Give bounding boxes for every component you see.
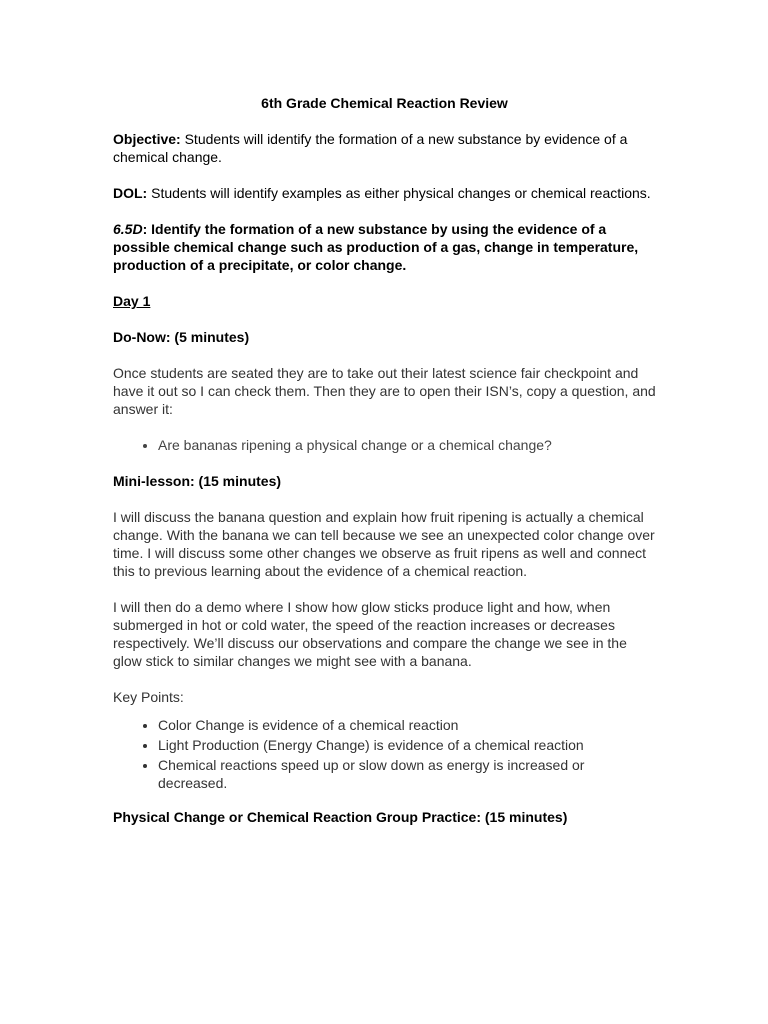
objective-label: Objective: xyxy=(113,131,181,147)
key-points-label: Key Points: xyxy=(113,689,184,705)
list-item: • Color Change is evidence of a chemical reaction xyxy=(158,716,656,734)
document-title: 6th Grade Chemical Reaction Review xyxy=(261,95,508,111)
day-heading: Day 1 xyxy=(113,293,151,309)
dol-text: Students will identify examples as either physical changes or chemical reactions. xyxy=(147,185,651,201)
key-points-list xyxy=(113,716,656,792)
objective-paragraph xyxy=(113,130,656,166)
standard-paragraph xyxy=(113,220,656,274)
mini-lesson-heading: Mini-lesson: (15 minutes) xyxy=(113,473,282,489)
mini-lesson-paragraph-2: I will then do a demo where I show how glow sticks produce light and how, when submerged in hot or cold water, the speed of the reaction increases or decreases respectively. We’ll discuss our observations and compare the change we see in the glow stick to similar changes we might see with a banana. xyxy=(113,599,627,669)
group-practice-heading: Physical Change or Chemical Reaction Group Practice: (15 minutes) xyxy=(113,809,568,825)
list-item: • Chemical reactions speed up or slow down as energy is increased or decreased. xyxy=(158,756,656,792)
list-item: • Light Production (Energy Change) is evidence of a chemical reaction xyxy=(158,736,656,754)
mini-lesson-paragraph-1: I will discuss the banana question and explain how fruit ripening is actually a chemical change. With the banana we can tell because we see an unexpected color change over time. I will discuss some other changes we observe as fruit ripens as well and connect this to previous learning about the evidence of a chemical reaction. xyxy=(113,509,655,579)
list-item: • Are bananas ripening a physical change or a chemical change? xyxy=(158,436,656,454)
standard-text: : Identify the formation of a new substance by using the evidence of a possible chemical change such as production of a gas, change in temperature, production of a precipitate, or color change. xyxy=(113,221,639,273)
do-now-text: Once students are seated they are to take out their latest science fair checkpoint and have it out so I can check them. Then they are to open their ISN’s, copy a question, and answer it: xyxy=(113,365,656,417)
dol-label: DOL: xyxy=(113,185,148,201)
dol-paragraph xyxy=(113,184,656,202)
do-now-heading: Do-Now: (5 minutes) xyxy=(113,329,250,345)
objective-text: Students will identify the formation of a new substance by evidence of a chemical change. xyxy=(113,131,628,165)
standard-code: 6.5D xyxy=(113,221,143,237)
do-now-list xyxy=(113,436,656,454)
